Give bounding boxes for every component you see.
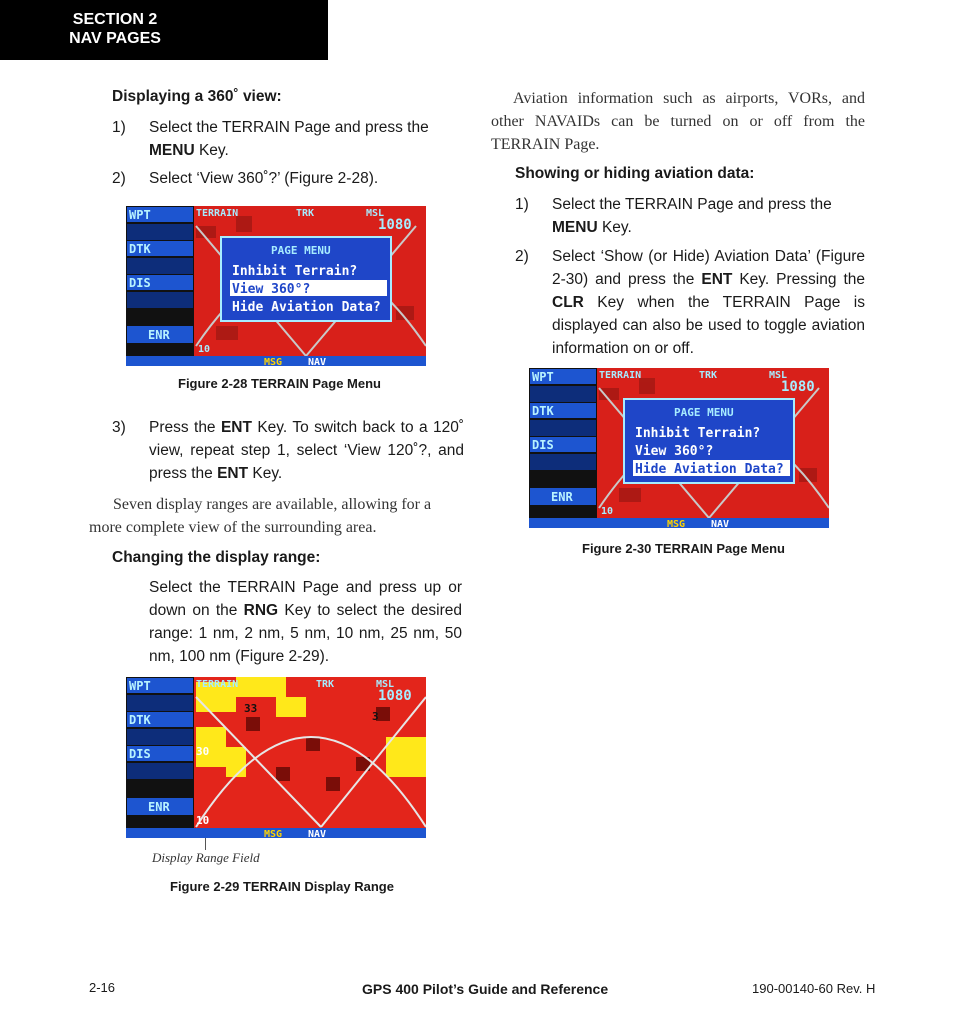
svg-text:TRK: TRK [699,370,718,381]
figure-2-29-screen [126,677,426,838]
field-label: WPT [129,208,151,222]
svg-text:View 360°?: View 360°? [635,444,714,459]
svg-text:PAGE MENU: PAGE MENU [271,244,331,257]
heading-360-view: Displaying a 360˚ view: [112,88,282,105]
key-rng: RNG [243,602,279,619]
field-label: DIS [129,747,151,761]
svg-text:View 360°?: View 360°? [232,282,311,297]
step-1-left: 1) Select the TERRAIN Page and press the MENU Key. [112,119,429,159]
field-label: DTK [129,713,151,727]
step-1-right: 1) Select the TERRAIN Page and press the MENU Key. [515,196,832,236]
svg-text:1080: 1080 [378,217,412,233]
body-display-ranges: Seven display ranges are available, allowing for a more complete view of the surrounding area. [89,496,432,536]
field-label: DTK [129,242,151,256]
step-2-left: 2) Select ‘View 360˚?’ (Figure 2-28). [112,170,379,187]
field-label: DIS [129,276,151,290]
field-label: DTK [532,404,554,418]
field-label: ENR [148,800,170,814]
field-label: ENR [551,490,573,504]
footer-revision: 190-00140-60 Rev. H [752,981,876,996]
figure-2-28-caption: Figure 2-28 TERRAIN Page Menu [178,376,381,391]
svg-text:PAGE MENU: PAGE MENU [674,406,734,419]
svg-text:MSG: MSG [667,519,686,528]
callout-display-range-field: Display Range Field [152,850,260,865]
svg-text:1080: 1080 [378,688,412,704]
svg-text:MSL: MSL [769,370,788,381]
field-label: WPT [532,370,554,384]
key-menu: MENU [149,142,195,159]
range-paragraph: Select the TERRAIN Page and press up or down on the RNG Key to select the desired range: 1 nm, 2 nm, 5 nm, 10 nm, 25 nm, 50 nm, 100 nm (Figure 2-29). [149,579,463,665]
svg-text:10: 10 [601,506,614,517]
svg-text:NAV: NAV [711,519,730,528]
svg-text:Inhibit Terrain?: Inhibit Terrain? [635,426,761,441]
figure-2-30-caption: Figure 2-30 TERRAIN Page Menu [582,541,785,556]
page-number: 2-16 [89,980,116,995]
body-aviation-info: Aviation information such as airports, VORs, and other NAVAIDs can be turned on or off from the TERRAIN Page. [491,90,865,153]
section-title: NAV PAGES [69,30,161,47]
step-2-right: 2) Select ‘Show (or Hide) Aviation Data’ (Figure 2-30) and press the ENT Key. Pressing the CLR Key when the TERRAIN Page is displayed can also be used to toggle aviation information on or off. [515,248,865,357]
figure-2-28-screen [126,206,426,366]
footer-title: GPS 400 Pilot’s Guide and Reference [362,981,609,997]
svg-text:TERRAIN: TERRAIN [196,208,239,219]
svg-text:TERRAIN: TERRAIN [196,679,239,690]
figure-2-30-screen [529,368,829,528]
svg-text:NAV: NAV [308,357,327,366]
svg-text:Hide Aviation Data?: Hide Aviation Data? [635,462,784,477]
section-tab [0,0,328,60]
svg-text:3: 3 [372,710,379,723]
figure-2-29-caption: Figure 2-29 TERRAIN Display Range [170,879,394,894]
svg-text:1080: 1080 [781,379,815,395]
step-3-left: 3) Press the ENT Key. To switch back to a 120˚ view, repeat step 1, select ‘View 120˚?, and press the ENT Key. [112,419,464,482]
field-label: WPT [129,679,151,693]
callout-leader-line [205,838,206,850]
svg-text:30: 30 [196,745,210,758]
svg-text:Inhibit Terrain?: Inhibit Terrain? [232,264,358,279]
svg-text:MSL: MSL [366,208,385,219]
svg-text:33: 33 [244,702,258,715]
svg-text:TERRAIN: TERRAIN [599,370,642,381]
svg-text:NAV: NAV [308,829,327,838]
svg-text:MSL: MSL [376,679,395,690]
svg-text:MSG: MSG [264,357,283,366]
display-range-field: 10 [196,814,210,827]
svg-text:TRK: TRK [316,679,335,690]
svg-text:MSG: MSG [264,829,283,838]
svg-text:TRK: TRK [296,208,315,219]
svg-text:Hide Aviation Data?: Hide Aviation Data? [232,300,381,315]
field-label: DIS [532,438,554,452]
field-label: ENR [148,328,170,342]
section-label: SECTION 2 [72,11,158,28]
heading-display-range: Changing the display range: [112,549,321,566]
heading-aviation-data: Showing or hiding aviation data: [515,165,755,182]
svg-text:10: 10 [198,344,211,355]
